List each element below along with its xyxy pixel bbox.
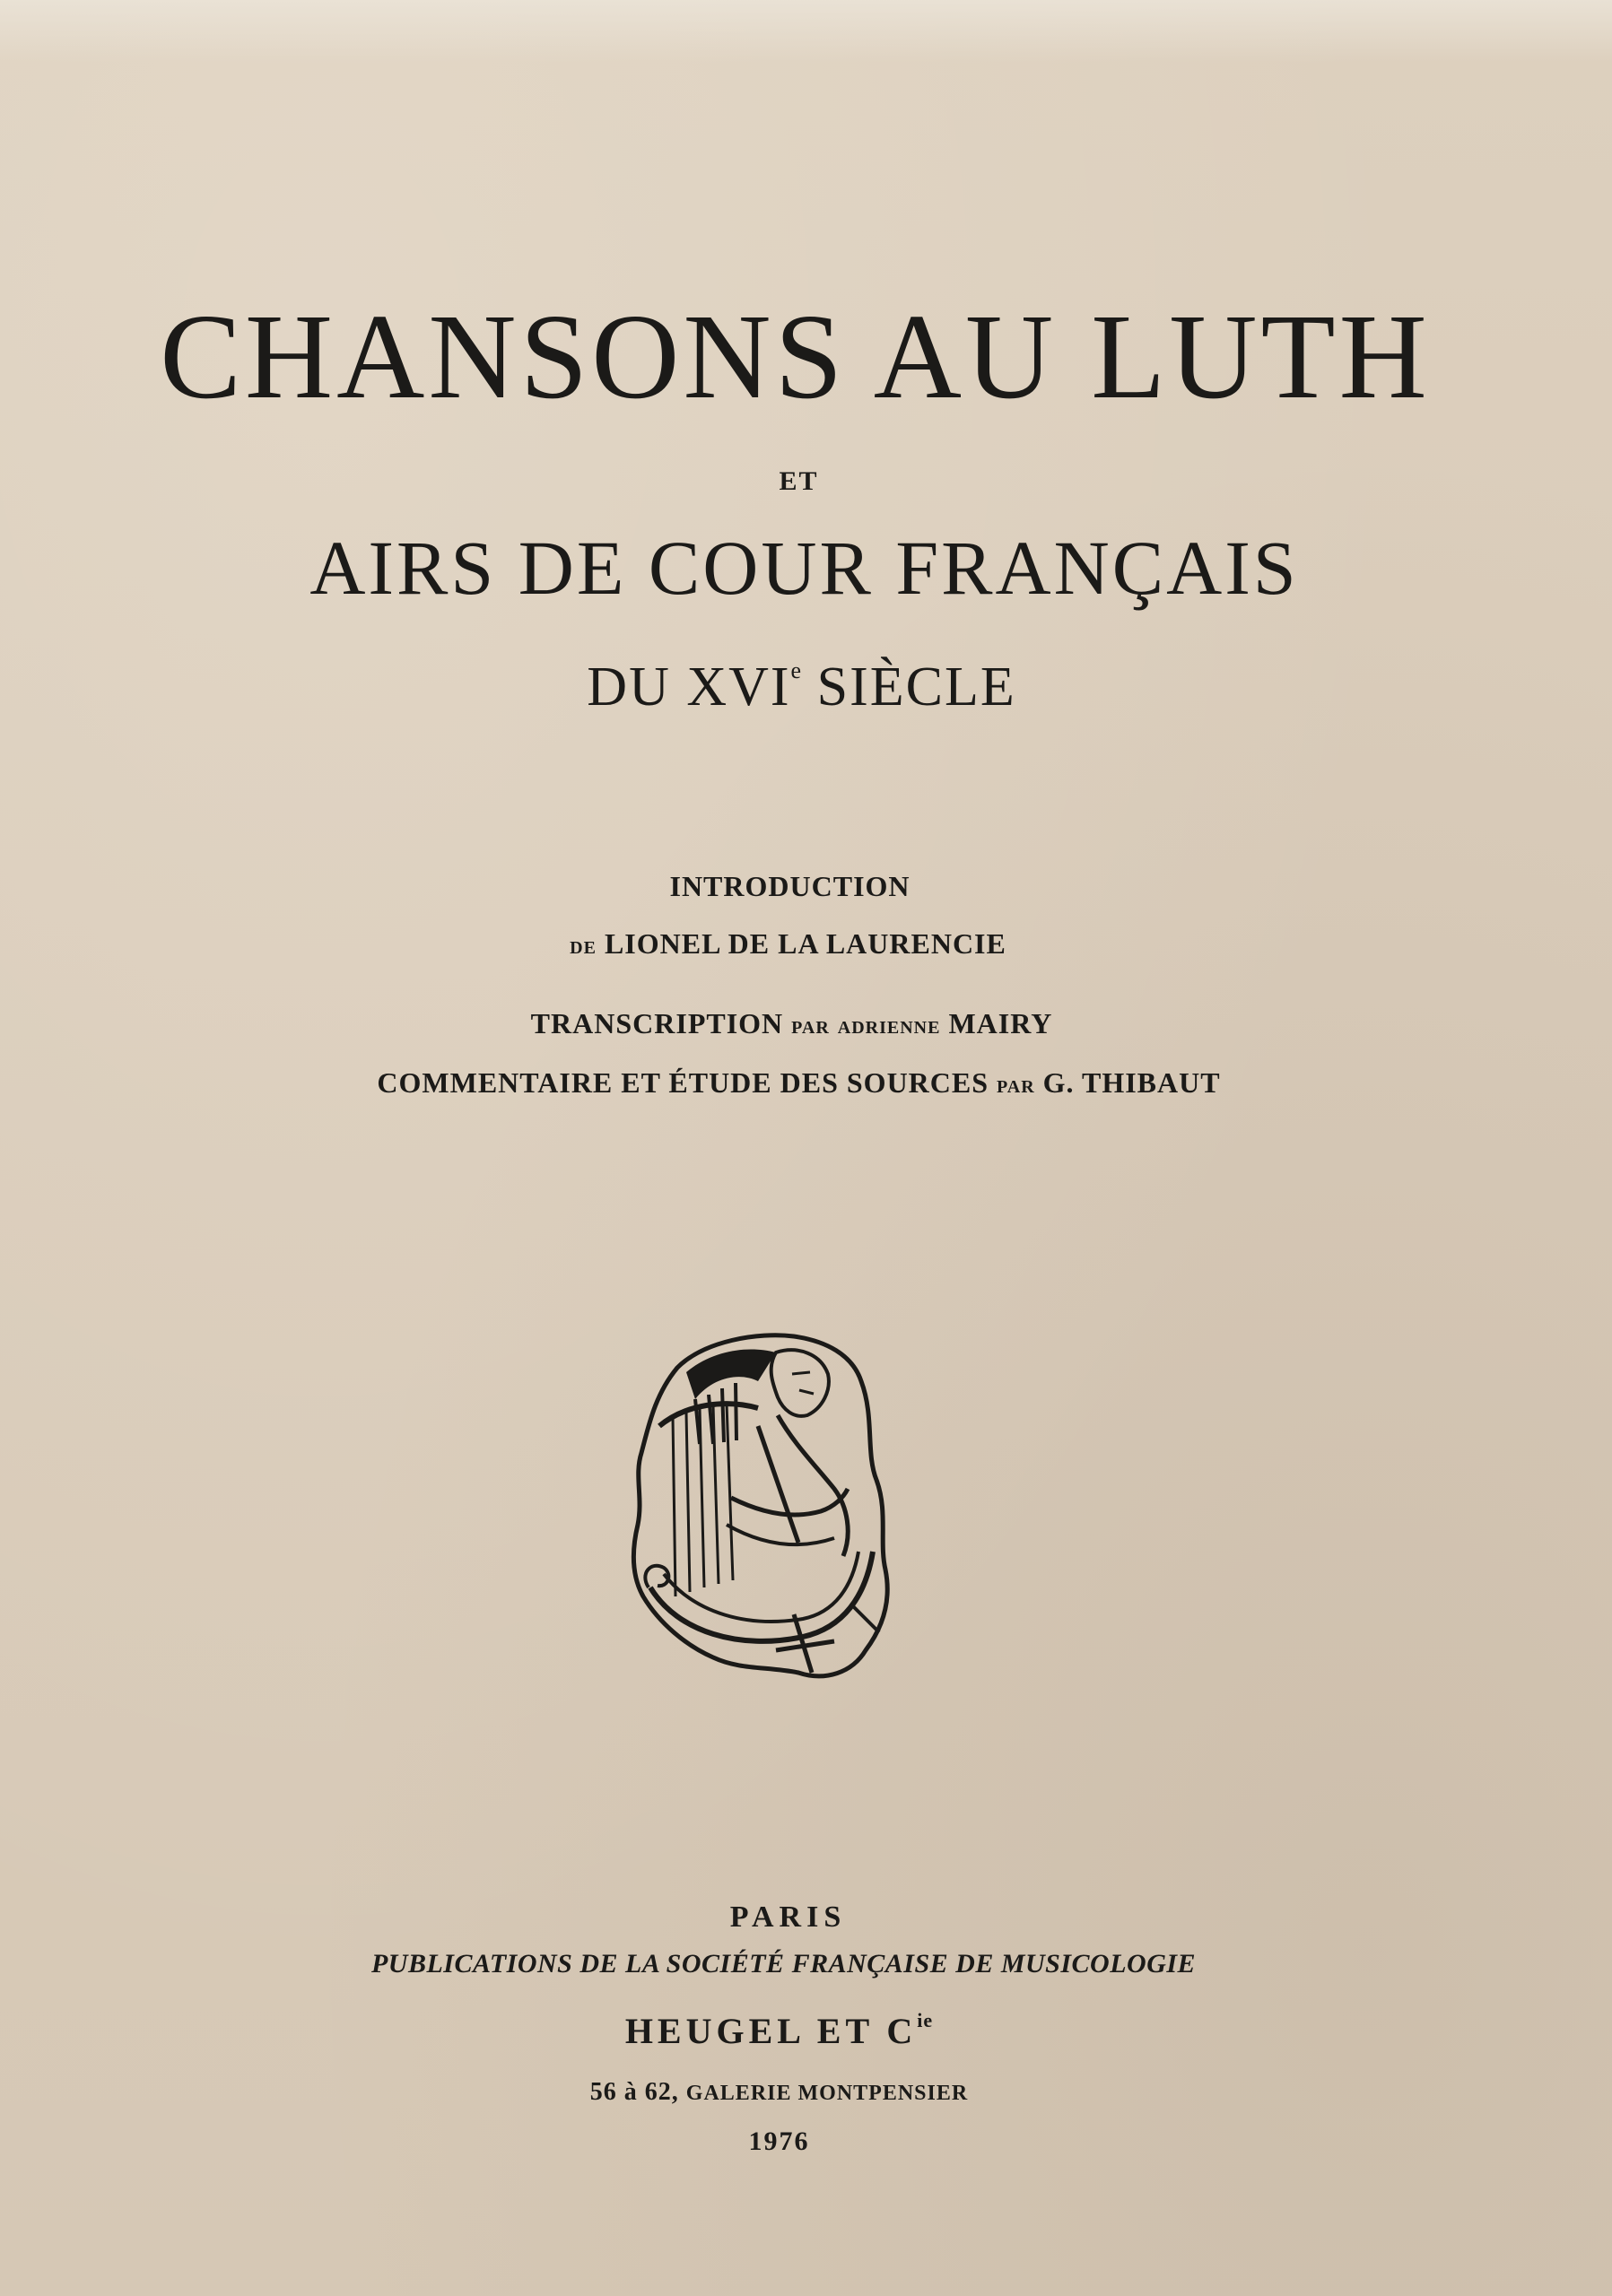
introduction-author: LIONEL DE LA LAURENCIE bbox=[604, 927, 1006, 960]
publisher-name-line bbox=[0, 2009, 1585, 2052]
publisher-address bbox=[0, 2078, 1585, 2107]
title-conjunction: ET bbox=[779, 466, 819, 496]
subtitle: AIRS DE COUR FRANÇAIS bbox=[309, 525, 1299, 611]
century-superscript: e bbox=[790, 657, 802, 683]
transcription-label: TRANSCRIPTION bbox=[530, 1007, 784, 1039]
intro-by-prefix: DE bbox=[570, 938, 597, 958]
publisher-superscript: ie bbox=[917, 2009, 934, 2031]
transcriber-last: MAIRY bbox=[948, 1007, 1053, 1039]
publisher-series: PUBLICATIONS DE LA SOCIÉTÉ FRANÇAISE DE MUSICOLOGIE bbox=[370, 1949, 1197, 1979]
century-prefix: DU XVI bbox=[587, 657, 791, 718]
transcription-par: PAR bbox=[791, 1018, 830, 1038]
address-numbers: 56 à 62, bbox=[589, 2078, 679, 2106]
publisher-name: HEUGEL ET C bbox=[624, 2011, 918, 2051]
commentary-par: PAR bbox=[997, 1077, 1035, 1097]
transcription-line bbox=[0, 1007, 1598, 1040]
publication-year: 1976 bbox=[748, 2126, 810, 2156]
century-line bbox=[0, 657, 1608, 718]
imprint-city: PARIS bbox=[729, 1900, 847, 1934]
century-suffix: SIÈCLE bbox=[801, 657, 1016, 718]
introduction-author-line bbox=[0, 927, 1594, 961]
address-street: GALERIE MONTPENSIER bbox=[685, 2082, 969, 2105]
commentator: G. THIBAUT bbox=[1042, 1066, 1221, 1099]
commentary-label: COMMENTAIRE ET ÉTUDE DES SOURCES bbox=[377, 1066, 989, 1099]
main-title: CHANSONS AU LUTH bbox=[160, 290, 1431, 424]
introduction-label: INTRODUCTION bbox=[669, 870, 911, 902]
paper-edge bbox=[0, 0, 1612, 63]
commentary-line bbox=[0, 1066, 1605, 1100]
harpist-woodcut-icon bbox=[623, 1318, 902, 1686]
transcriber-first: ADRIENNE bbox=[837, 1018, 941, 1038]
